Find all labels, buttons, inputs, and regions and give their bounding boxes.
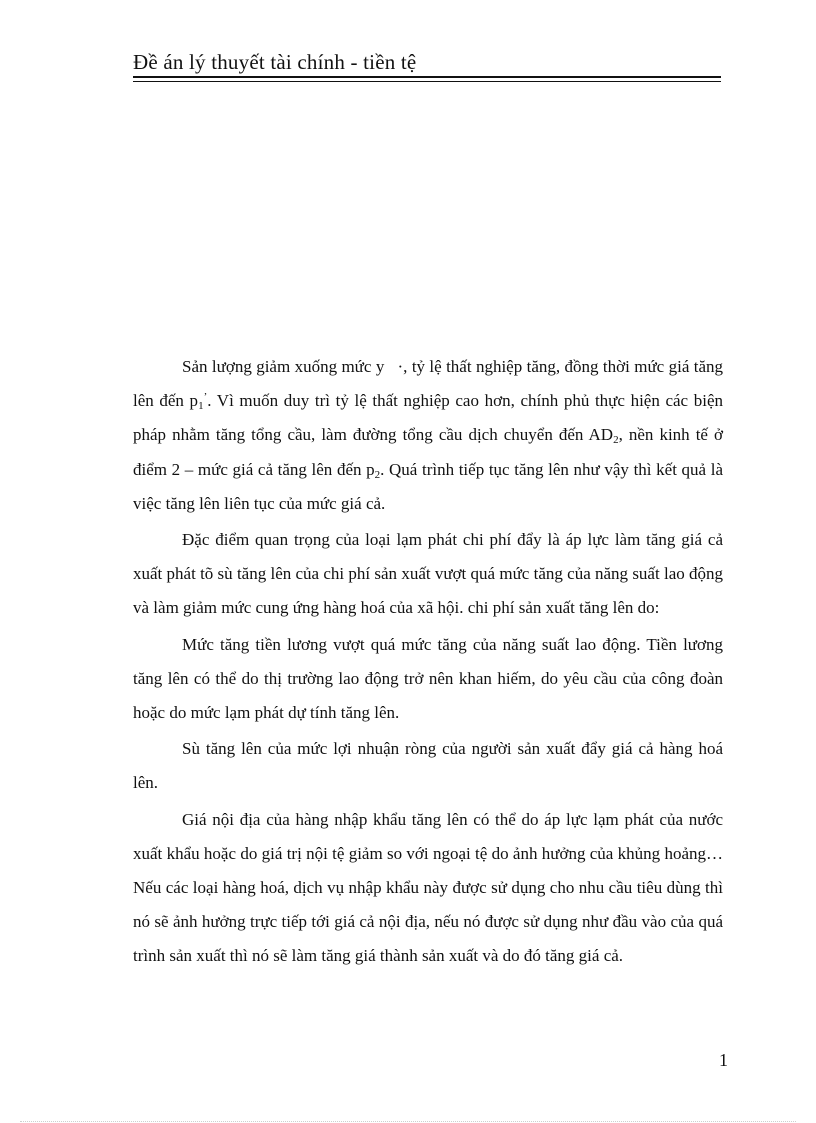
subscript: 2 <box>613 434 619 447</box>
paragraph-profit-increase: Sù tăng lên của mức lợi nhuận ròng của người sản xuất đẩy giá cả hàng hoá lên. <box>133 739 723 793</box>
text-run: ·, tỷ lệ thất nghiệp tăng, đồng thời mức giá tăng lên đến p <box>133 357 724 411</box>
text-run: . Vì muốn duy trì tỷ lệ thất nghiệp cao hơn, chính phủ thực hiện các biện pháp nhằm tăng tổng cầu, làm đường tổng cầu dịch chuyển đến AD <box>133 391 723 445</box>
page-number: 1 <box>719 1050 728 1070</box>
paragraph-import-prices: Giá nội địa của hàng nhập khẩu tăng lên có thể do áp lực lạm phát của nước xuất khẩu hoặc do giá trị nội tệ giảm so với ngoại tệ do ảnh hưởng của khủng hoảng… Nếu các loại hàng hoá, dịch vụ nhập khẩu này được sử dụng cho nhu cầu tiêu dùng thì nó sẽ ảnh hưởng trực tiếp tới giá cả nội địa, nếu nó được sử dụng như đầu vào của quá trình sản xuất thì nó sẽ làm tăng giá thành sản xuất và do đó tăng giá cả. <box>133 809 723 966</box>
paragraph-wage-increase: Mức tăng tiền lương vượt quá mức tăng của năng suất lao động. Tiền lương tăng lên có thể do thị trường lao động trở nên khan hiếm, do yêu cầu của công đoàn hoặc do mức lạm phát dự tính tăng lên. <box>133 634 723 723</box>
page-header-title: Đề án lý thuyết tài chính - tiền tệ <box>133 50 417 74</box>
subscript: 2 <box>374 468 381 481</box>
page-bottom-border <box>20 1121 796 1122</box>
document-body <box>133 350 723 974</box>
header-rule-thick <box>133 76 721 78</box>
subscript: 1 <box>198 400 204 413</box>
superscript: ’ <box>203 391 208 404</box>
text-run: , nền kinh tế ở điểm 2 – mức giá cả tăng lên đến p <box>133 425 723 479</box>
paragraph-output-decline <box>133 350 723 521</box>
text-run: Sản lượng giảm xuống mức y <box>182 357 385 376</box>
text-run: . Quá trình tiếp tục tăng lên như vậy thì kết quả là việc tăng lên liên tục của mức giá cả. <box>133 459 723 513</box>
paragraph-cost-push-features: Đặc điểm quan trọng của loại lạm phát chi phí đẩy là áp lực làm tăng giá cả xuất phát tõ sù tăng lên của chi phí sản xuất vượt quá mức tăng của năng suất lao động và làm giảm mức cung ứng hàng hoá của xã hội. chi phí sản xuất tăng lên do: <box>133 530 723 618</box>
header-rule-thin <box>133 81 721 82</box>
